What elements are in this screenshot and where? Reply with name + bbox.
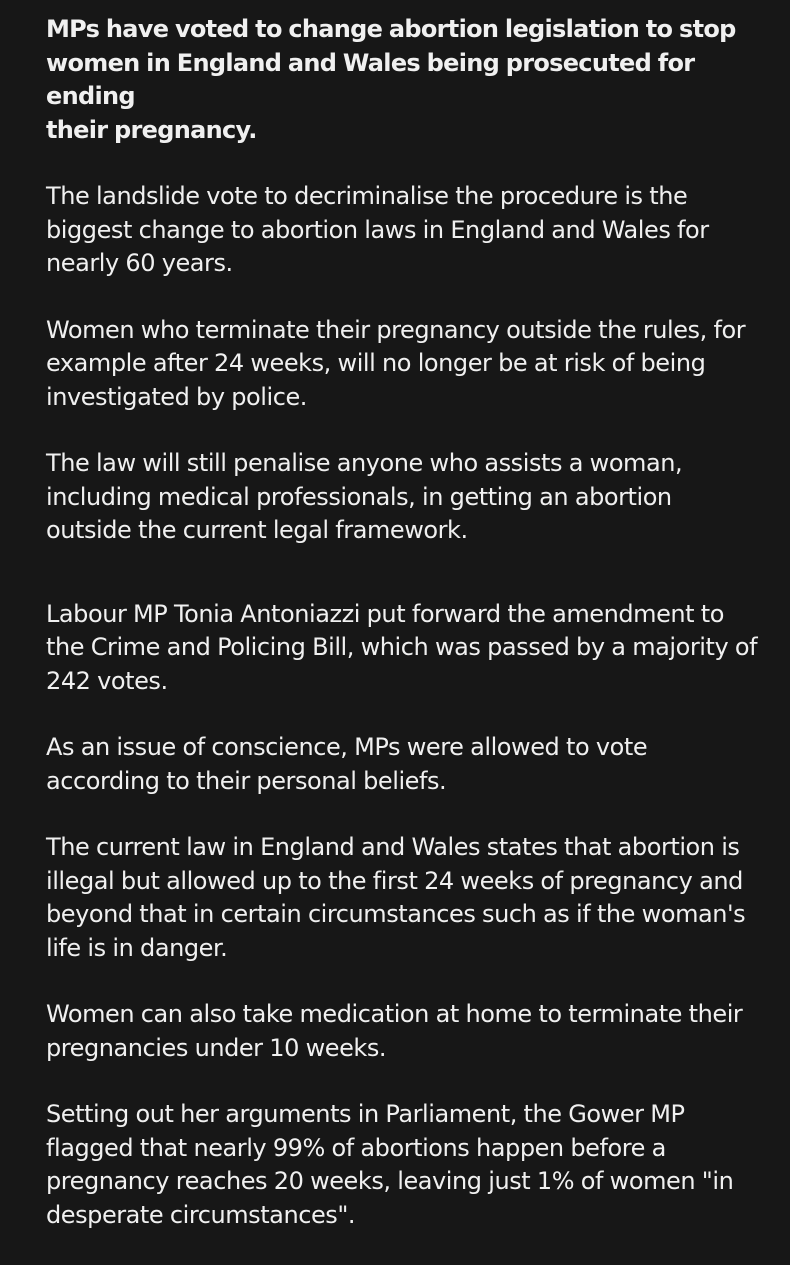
article-paragraph: Women who terminate their pregnancy outside the rules, for example after 24 weeks, will no longer be at risk of being investigated by police.	[46, 315, 746, 411]
article-lead-paragraph: MPs have voted to change abortion legislation to stop women in England and Wales being prosecuted for ending their pregnancy.	[46, 15, 736, 144]
article-paragraph: The law will still penalise anyone who assists a woman, including medical professionals, in getting an abortion outside the current legal framework.	[46, 449, 683, 544]
article-paragraph: The current law in England and Wales states that abortion is illegal but allowed up to the first 24 weeks of pregnancy and beyond that in certain circumstances such as if the woman's life is in danger.	[46, 833, 746, 962]
article-paragraph: The landslide vote to decriminalise the procedure is the biggest change to abortion laws in England and Wales for nearly 60 years.	[46, 182, 709, 277]
article-paragraph: Labour MP Tonia Antoniazzi put forward the amendment to the Crime and Policing Bill, which was passed by a majority of 242 votes.	[46, 599, 758, 695]
article-body	[46, 13, 766, 1265]
article-paragraph: Setting out her arguments in Parliament, the Gower MP flagged that nearly 99% of abortions happen before a pregnancy reaches 20 weeks, leaving just 1% of women "in desperate circumstances".	[46, 1100, 734, 1229]
article-paragraph: As an issue of conscience, MPs were allowed to vote according to their personal beliefs.	[46, 733, 648, 795]
article-paragraph: Women can also take medication at home to terminate their pregnancies under 10 weeks.	[46, 1000, 743, 1062]
